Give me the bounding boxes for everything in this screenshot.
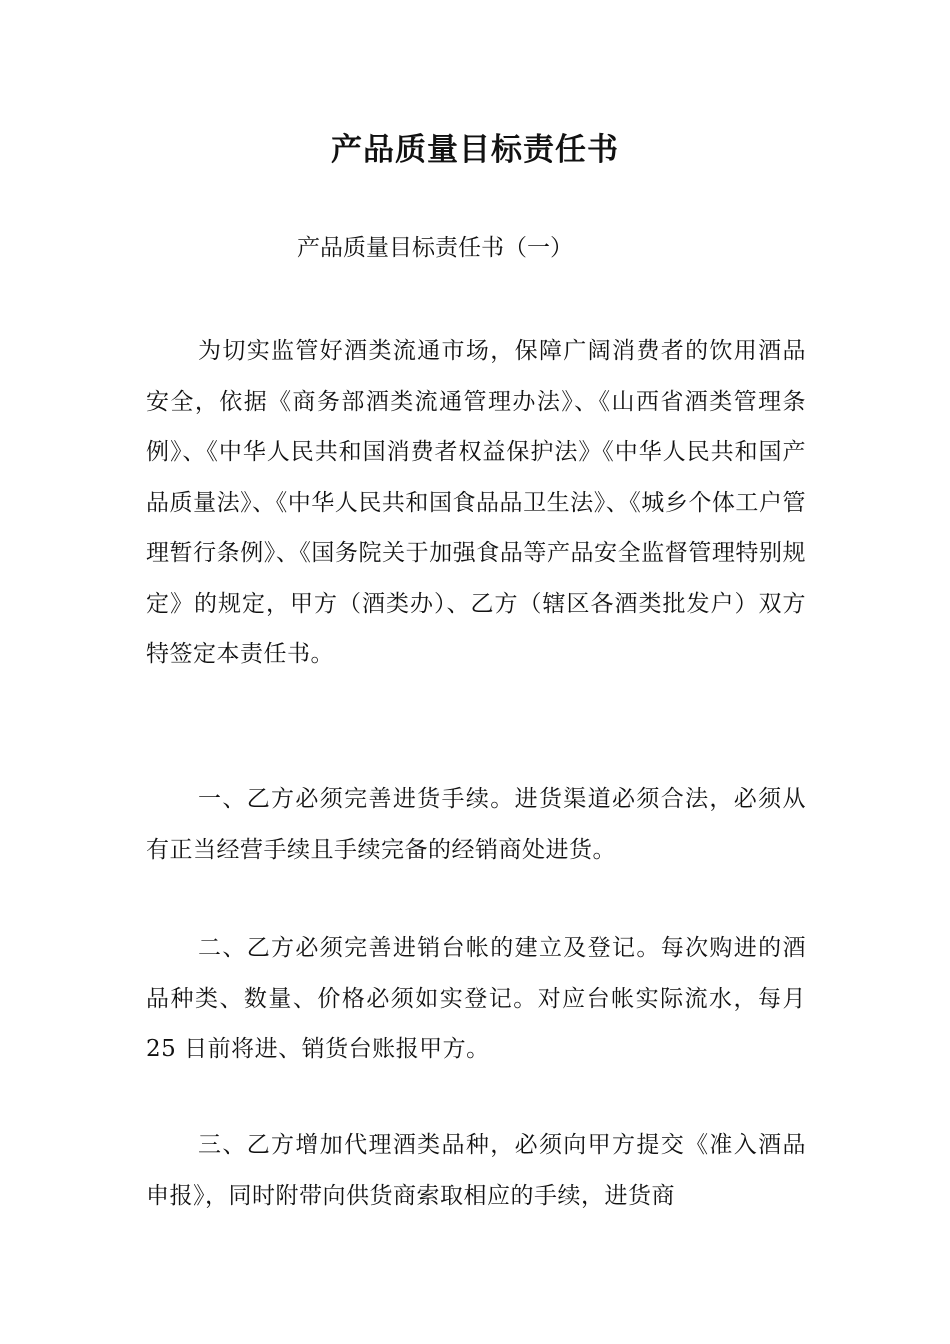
- paragraph-clause-3: 三、乙方增加代理酒类品种，必须向甲方提交《准入酒品申报》，同时附带向供货商索取相应的手续，进货商: [146, 1132, 806, 1209]
- paragraph-intro: 为切实监管好酒类流通市场，保障广阔消费者的饮用酒品安全，依据《商务部酒类流通管理办法》、《山西省酒类管理条例》、《中华人民共和国消费者权益保护法》《中华人民共和国产品质量法》、《中华人民共和国食品品卫生法》、《城乡个体工户管理暂行条例》、《国务院关于加强食品等产品安全监督管理特别规定》的规定，甲方（酒类办）、乙方（辖区各酒类批发户）双方特签定本责任书。: [146, 338, 806, 667]
- document-subtitle: 产品质量目标责任书（一）: [297, 235, 573, 261]
- paragraph-clause-1: 一、乙方必须完善进货手续。进货渠道必须合法，必须从有正当经营手续且手续完备的经销商处进货。: [146, 786, 806, 863]
- document-title: 产品质量目标责任书: [331, 132, 619, 168]
- paragraph-clause-2: 二、乙方必须完善进销台帐的建立及登记。每次购进的酒品种类、数量、价格必须如实登记。对应台帐实际流水，每月25 日前将进、销货台账报甲方。: [146, 935, 806, 1062]
